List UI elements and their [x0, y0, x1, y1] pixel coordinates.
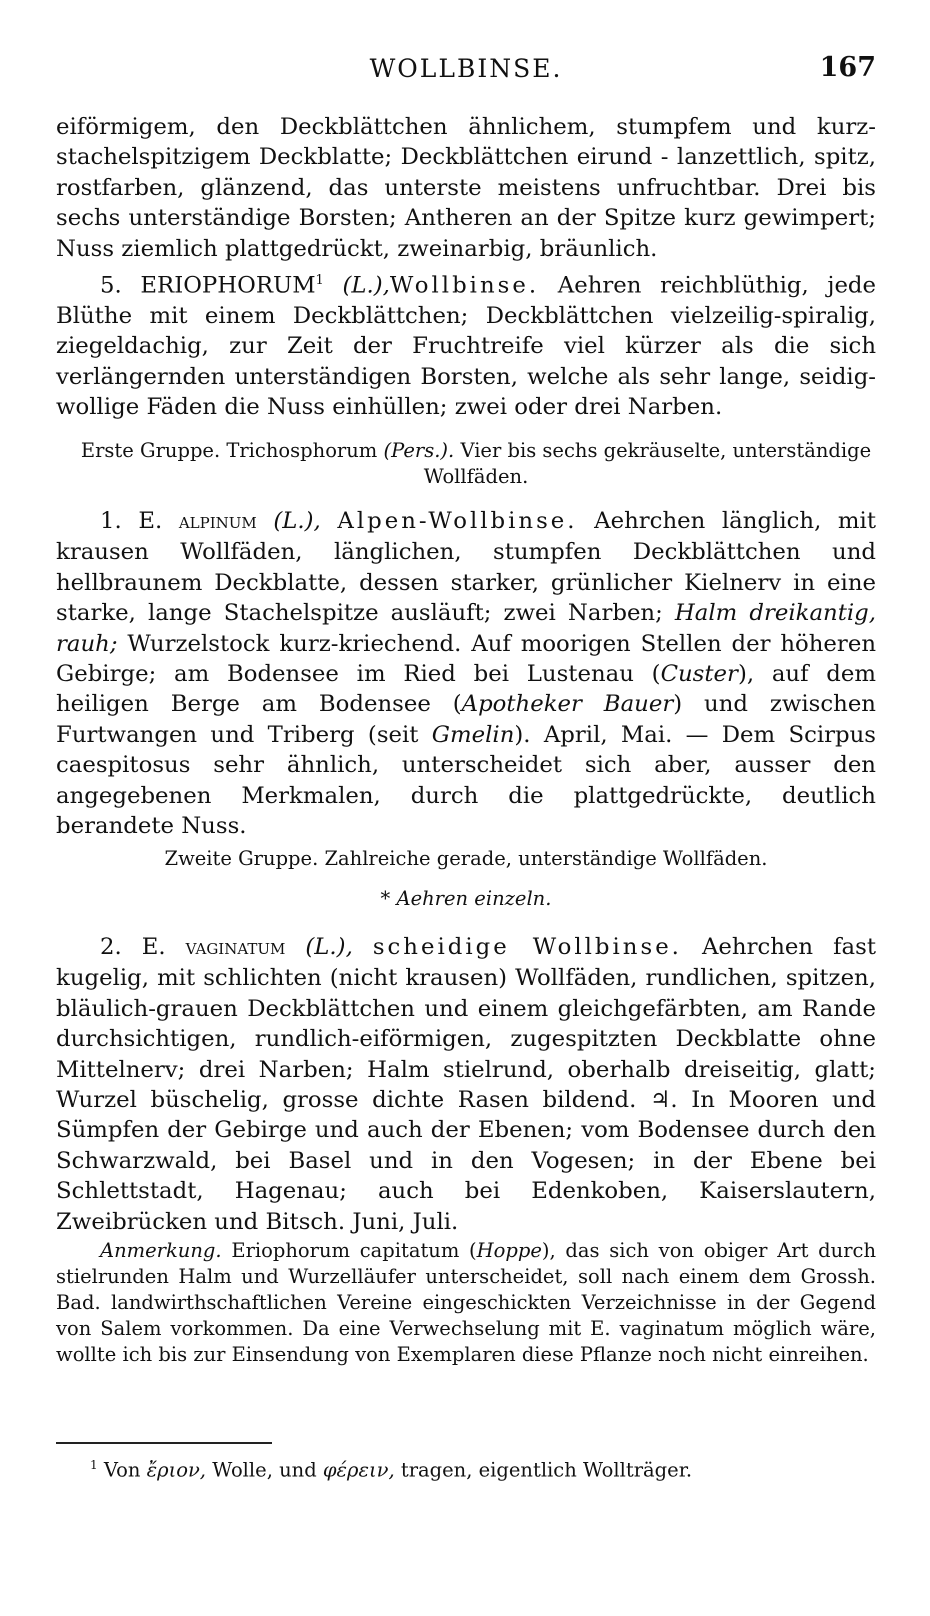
footnote-reference: 1: [315, 273, 324, 288]
species2-number: 2. E.: [100, 934, 166, 960]
genus-number: 5.: [100, 272, 122, 299]
species1-text-b: Wurzelstock kurz-kriechend. Auf moorigen Stellen der höheren Gebirge; am Bodensee im Ried bei Lustenau (: [56, 630, 876, 688]
perennial-symbol: ♃.: [649, 1087, 678, 1114]
genus-eriophorum: [56, 266, 876, 423]
paragraph-continuation: [56, 112, 876, 264]
genus-text: Aehren reichblüthig, jede Blüthe mit einem Deckblättchen; Deckblättchen vielzeilig-spiralig, ziegeldachig, zur Zeit der Fruchtreife viel kürzer als die sich verlängernden unterständigen Borsten, welche als sehr lange, seidig-wollige Fäden die Nuss einhüllen; zwei oder drei Narben.: [56, 272, 877, 421]
footnote: [90, 1458, 692, 1482]
species2-text-b: In Mooren und Sümpfen der Gebirge und auch der Ebenen; vom Bodensee durch den Schwarzwald, bei Basel und in den Vogesen; in der Ebene bei Schlettstadt, Hagenau; auch bei Edenkoben, Kaiserslautern, Zweibrücken und Bitsch. Juni, Juli.: [56, 1087, 876, 1235]
note-text-b: ), das sich von obiger Art durch stielrunden Halm und Wurzelläufer unterscheidet, soll nach einem dem Grossh. Bad. landwirthschaftlichen Vereine eingeschickten Verzeichnisse in der Gegend von Salem vorkommen. Da eine Verwechselung mit E. vaginatum möglich wäre, wollte ich bis zur Einsendung von Exemplaren diese Pflanze noch nicht einreihen.: [56, 1239, 877, 1366]
species2-author: (L.),: [305, 934, 353, 960]
species1-text-a: Aehrchen länglich, mit krausen Wollfäden, länglichen, stumpfen Deckblättchen und hellbraunem Deckblatte, dessen starker, grünlicher Kielnerv in eine starke, lange Stachelspitze ausläuft; zwei Narben;: [56, 508, 876, 627]
species1-number: 1. E.: [100, 508, 163, 534]
footnote-text-a: Von: [103, 1458, 141, 1482]
genus-description: [56, 266, 876, 423]
species1-text-e: ). April, Mai. — Dem Scirpus caespitosus sehr ähnlich, unterscheidet sich aber, ausser den angegebenen Merkmalen, durch die plattgedrückte, deutlich berandete Nuss.: [56, 721, 877, 840]
genus-name: ERIOPHORUM: [140, 272, 316, 299]
page-number: 167: [819, 52, 876, 83]
group1-author: (Pers.).: [383, 439, 455, 462]
species1-name: alpinum: [178, 509, 257, 534]
species1-italic-b: Custer: [660, 661, 738, 688]
group1-text: Vier bis sechs gekräuselte, unterständige Wollfäden.: [423, 439, 872, 488]
species1-italic-d: Gmelin: [431, 721, 515, 748]
group1-label: Erste Gruppe. Trichosphorum: [80, 439, 378, 462]
running-title: WOLLBINSE.: [369, 54, 563, 83]
footnote-mark: 1: [90, 1458, 98, 1472]
page-header: [56, 50, 876, 90]
note-italic-a: Hoppe: [476, 1239, 542, 1262]
footnote-text-b: Wolle, und: [212, 1458, 317, 1482]
annotation-note: [56, 1238, 876, 1368]
footnote-greek-a: ἔριον,: [146, 1458, 207, 1482]
species2-name: vaginatum: [185, 935, 286, 960]
species-vaginatum: [56, 932, 876, 1237]
footnote-greek-b: φέρειν,: [322, 1458, 395, 1482]
group-heading-1: [56, 438, 896, 490]
footnote-divider: [56, 1442, 272, 1444]
continuation-text: eiförmigem, den Deckblättchen ähnlichem, stumpfem und kurz-stachelspitzigem Deckblatte; Deckblättchen eirund - lanzettlich, spitz, rostfarben, glänzend, das unterste meistens unfruchtbar. Drei bis sechs unterständige Borsten; Antheren an der Spitze kurz gewimpert; Nuss ziemlich plattgedrückt, zweinarbig, bräunlich.: [56, 114, 876, 262]
genus-common-name: Wollbinse.: [389, 272, 540, 299]
note-label: Anmerkung.: [100, 1239, 222, 1262]
note-text-a: Eriophorum capitatum (: [231, 1239, 477, 1262]
species1-text-c: ), auf dem heiligen Berge am Bodensee (: [56, 661, 877, 718]
species-alpinum: [56, 506, 876, 841]
species1-italic-c: Apotheker Bauer: [461, 691, 674, 718]
group2-text: Zweite Gruppe. Zahlreiche gerade, unterständige Wollfäden.: [164, 847, 768, 870]
species1-text-d: ) und zwischen Furtwangen und Triberg (seit: [56, 691, 876, 748]
subgroup-heading: [56, 886, 876, 912]
species1-common-name: Alpen-Wollbinse.: [337, 508, 578, 534]
species2-description: [56, 932, 876, 1237]
species2-common-name: scheidige Wollbinse.: [372, 934, 682, 960]
genus-author: (L.),: [342, 272, 390, 299]
species1-description: [56, 506, 876, 841]
group-heading-2: [56, 846, 876, 872]
species2-text: Aehrchen fast kugelig, mit schlichten (nicht krausen) Wollfäden, rundlichen, spitzen, bläulich-grauen Deckblättchen und einem gleichgefärbten, am Rande durchsichtigen, rundlich-eiförmigen, zugespitzten Deckblatte ohne Mittelnerv; drei Narben; Halm stielrund, oberhalb dreiseitig, glatt; Wurzel büschelig, grosse dichte Rasen bildend.: [56, 934, 877, 1114]
note-paragraph: [56, 1238, 876, 1368]
species1-author: (L.),: [273, 508, 321, 534]
footnote-text-c: tragen, eigentlich Wollträger.: [400, 1458, 693, 1482]
species1-italic-a: Halm dreikantig, rauh;: [56, 600, 877, 657]
subgroup-text: * Aehren einzeln.: [380, 887, 552, 910]
